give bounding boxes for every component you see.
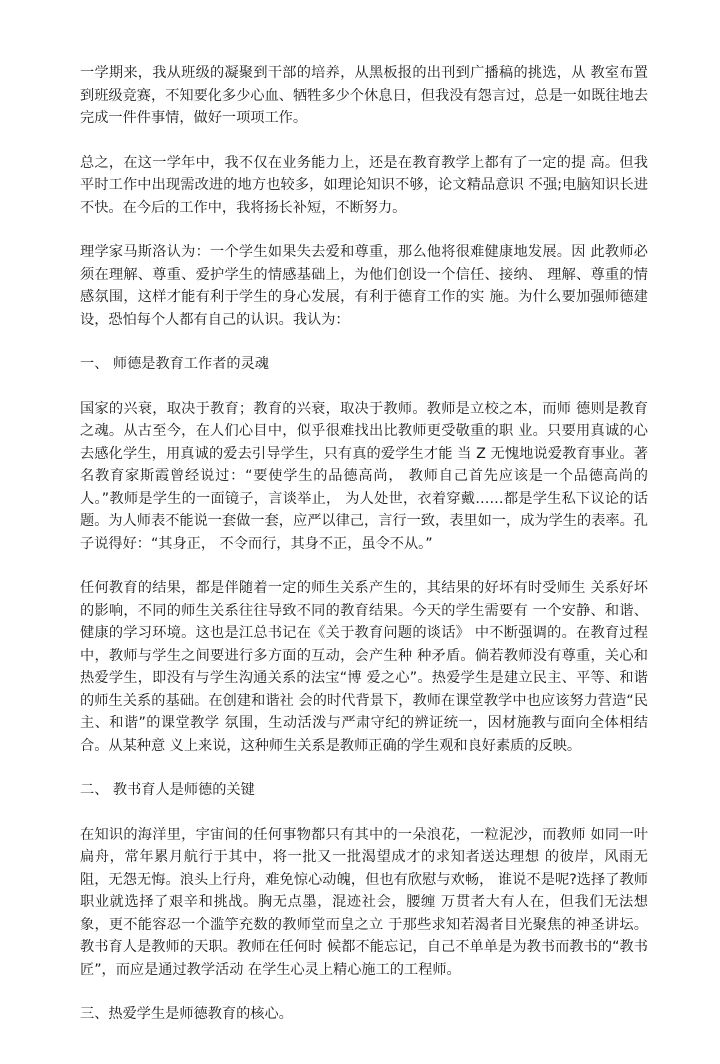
paragraph-teacher-student-relationship: 任何教育的结果，都是伴随着一定的师生关系产生的，其结果的好坏有时受师生 关系好坏的影响，不同的师生关系往往导致不同的教育结果。今天的学生需要有 一个安静、和谐、健康的学习环境。这也是江总书记在《关于教育问题的谈话》 中不断强调的。在教育过程中，教师与学生之间要进行多方面的互动，会产生种 种矛盾。倘若教师没有尊重，关心和热爱学生，即没有与学生沟通关系的法宝“博 爱之心”。热爱学生是建立民主、平等、和谐的师生关系的基础。在创建和谐社 会的时代背景下，教师在课堂教学中也应该努力营造“民主、和谐”的课堂教学 氛围，生动活泼与严肃守纪的辨证统一，因材施教与面向全体相结合。从某种意 义上来说，这种师生关系是教师正确的学生观和良好素质的反映。 [80,580,648,754]
section-heading-1: 一、 师德是教育工作者的灵魂 [80,356,269,372]
paragraph-maslow: 理学家马斯洛认为：一个学生如果失去爱和尊重，那么他将很难健康地发展。因 此教师必须在理解、尊重、爱护学生的情感基础上，为他们创设一个信任、接纳、 理解、尊重的情感氛围，这样才能有利于学生的身心发展，有利于德育工作的实 施。为什么要加强师德建设，恐怕每个人都有自己的认识。我认为： [80,244,648,328]
section-heading-3: 三、热爱学生是师德教育的核心。 [80,1006,293,1022]
paragraph-teaching-educating: 在知识的海洋里，宇宙间的任何事物都只有其中的一朵浪花，一粒泥沙，而教师 如同一叶扁舟，常年累月航行于其中，将一批又一批渴望成才的求知者送达理想 的彼岸，风雨无阻，无怨无悔。浪头上行舟，难免惊心动魄，但也有欣慰与欢畅， 谁说不是呢?选择了教师职业就选择了艰辛和挑战。胸无点墨，混迹社会，腰缠 万贯者大有人在，但我们无法想象，更不能容忍一个滥竽充数的教师堂而皇之立 于那些求知若渴者目光聚焦的神圣讲坛。教书育人是教师的天职。教师在任何时 候都不能忘记，自己不单单是为教书而教书的“教书匠”，而应是通过教学活动 在学生心灵上精心施工的工程师。 [80,826,648,978]
document-page [80,62,648,1048]
paragraph-semester-work: 一学期来，我从班级的凝聚到干部的培养，从黑板报的出刊到广播稿的挑选，从 教室布置到班级竞赛，不知要化多少心血、牺牲多少个休息日，但我没有怨言过，总是一如既往地去完成一件件事情，做好一项项工作。 [80,65,648,126]
paragraph-summary: 总之，在这一学年中，我不仅在业务能力上，还是在教育教学上都有了一定的提 高。但我平时工作中出现需改进的地方也较多，如理论知识不够，论文精品意识 不强;电脑知识长进不快。在今后的工作中，我将扬长补短，不断努力。 [80,154,648,216]
section-heading-2: 二、 教书育人是师德的关键 [80,782,255,798]
paragraph-soul-of-education: 国家的兴衰，取决于教育；教育的兴衰，取决于教师。教师是立校之本，而师 德则是教育之魂。从古至今，在人们心目中，似乎很难找出比教师更受敬重的职 业。只要用真诚的心去感化学生，用真诚的爱去引导学生，只有真的爱学生才能 当 Z 无愧地说爱教育事业。著名教育家斯霞曾经说过：“要使学生的品德高尚， 教师自己首先应该是一个品德高尚的人。”教师是学生的一面镜子，言谈举止， 为人处世，衣着穿戴……都是学生私下议论的话题。为人师表不能说一套做一套，应严以律己，言行一致，表里如一，成为学生的表率。孔子说得好：“其身正， 不令而行，其身不正，虽令不从。” [80,400,648,552]
